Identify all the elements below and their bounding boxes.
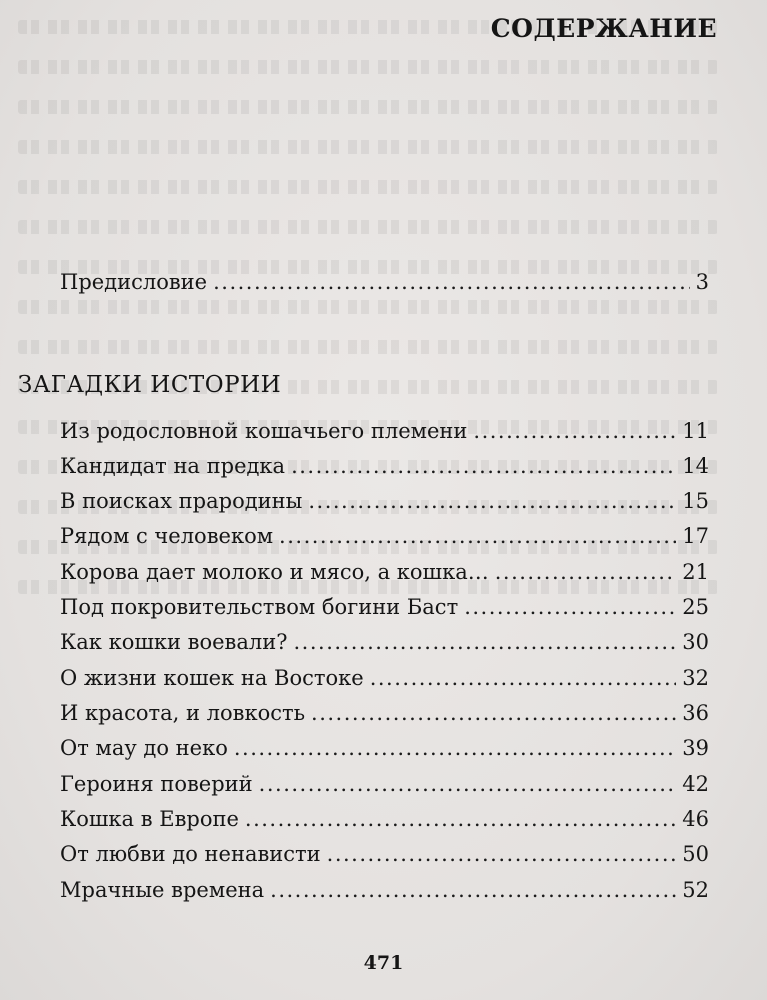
leader-dots bbox=[294, 630, 677, 654]
toc-entry-title: От любви до ненависти bbox=[60, 842, 321, 866]
toc-entry[interactable] bbox=[60, 736, 709, 766]
toc-entry-preface[interactable] bbox=[60, 270, 709, 300]
toc-entry-page: 30 bbox=[682, 630, 709, 654]
contents-heading: СОДЕРЖАНИЕ bbox=[490, 14, 717, 43]
toc-entry-page: 36 bbox=[682, 701, 709, 725]
toc-entry-title: Кошка в Европе bbox=[60, 807, 239, 831]
toc-entry-title: Как кошки воевали? bbox=[60, 630, 288, 654]
leader-dots bbox=[464, 595, 676, 619]
toc-entry[interactable] bbox=[60, 701, 709, 731]
page-number: 471 bbox=[363, 952, 404, 974]
toc-entry-title: В поисках прародины bbox=[60, 489, 303, 513]
leader-dots bbox=[234, 736, 676, 760]
toc-entry-page: 42 bbox=[682, 772, 709, 796]
toc-entry-title: Под покровительством богини Баст bbox=[60, 595, 459, 619]
toc-entry-page: 17 bbox=[682, 524, 709, 548]
toc-entry[interactable] bbox=[60, 772, 709, 802]
leader-dots bbox=[245, 807, 676, 831]
toc-entry[interactable] bbox=[60, 524, 709, 554]
leader-dots bbox=[308, 489, 676, 513]
toc-entry-page: 3 bbox=[695, 270, 709, 294]
toc-entry-title: Рядом с человеком bbox=[60, 524, 274, 548]
toc-entry-title: Корова дает молоко и мясо, а кошка… bbox=[60, 560, 489, 584]
toc-entry-page: 15 bbox=[682, 489, 709, 513]
toc-entry[interactable] bbox=[60, 666, 709, 696]
toc-entry-title: О жизни кошек на Востоке bbox=[60, 666, 364, 690]
toc-entry-title: Кандидат на предка bbox=[60, 454, 286, 478]
leader-dots bbox=[213, 270, 690, 294]
toc-entry[interactable] bbox=[60, 878, 709, 908]
toc-entry-page: 21 bbox=[682, 560, 709, 584]
toc-entry-page: 39 bbox=[682, 736, 709, 760]
toc-entry[interactable] bbox=[60, 842, 709, 872]
toc-entry-title: Героиня поверий bbox=[60, 772, 253, 796]
leader-dots bbox=[259, 772, 677, 796]
leader-dots bbox=[495, 560, 677, 584]
leader-dots bbox=[291, 454, 676, 478]
toc-entry-page: 32 bbox=[682, 666, 709, 690]
leader-dots bbox=[370, 666, 677, 690]
toc-entry[interactable] bbox=[60, 595, 709, 625]
toc-entry-page: 52 bbox=[682, 878, 709, 902]
toc-entry-page: 50 bbox=[682, 842, 709, 866]
toc-entry[interactable] bbox=[60, 419, 709, 449]
toc-entry-page: 14 bbox=[682, 454, 709, 478]
toc-entry-title: И красота, и ловкость bbox=[60, 701, 306, 725]
toc-entry[interactable] bbox=[60, 807, 709, 837]
leader-dots bbox=[473, 419, 676, 443]
toc-entry-page: 25 bbox=[682, 595, 709, 619]
toc-entry[interactable] bbox=[60, 630, 709, 660]
leader-dots bbox=[279, 524, 676, 548]
toc-entry-title: Предисловие bbox=[60, 270, 208, 294]
toc-entry[interactable] bbox=[60, 489, 709, 519]
section-heading: ЗАГАДКИ ИСТОРИИ bbox=[18, 372, 282, 398]
toc-entry[interactable] bbox=[60, 560, 709, 590]
toc-entry-page: 11 bbox=[682, 419, 709, 443]
toc-entry-page: 46 bbox=[682, 807, 709, 831]
toc-entry-title: Из родословной кошачьего племени bbox=[60, 419, 468, 443]
leader-dots bbox=[327, 842, 677, 866]
leader-dots bbox=[311, 701, 676, 725]
toc-entry-title: От мау до неко bbox=[60, 736, 228, 760]
leader-dots bbox=[270, 878, 676, 902]
toc-entry-title: Мрачные времена bbox=[60, 878, 265, 902]
toc-entry[interactable] bbox=[60, 454, 709, 484]
